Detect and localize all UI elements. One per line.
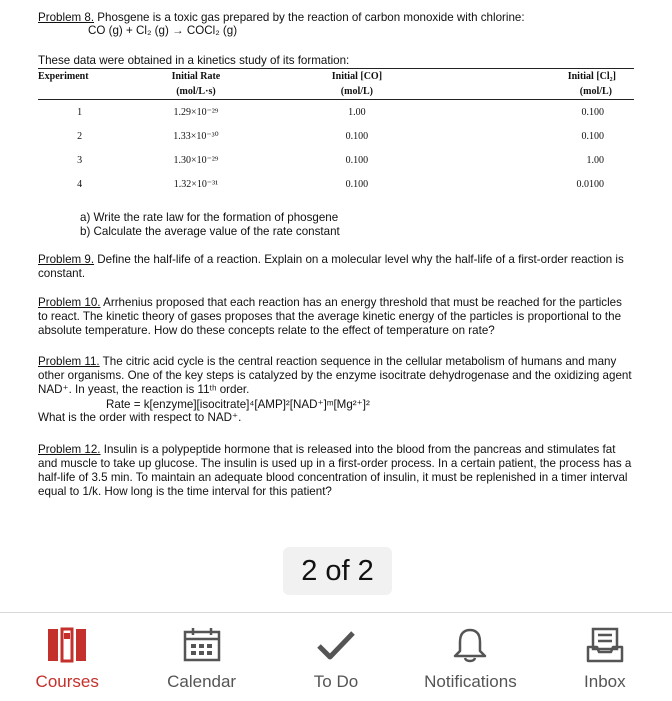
bell-icon: [450, 627, 490, 663]
cell-co: 0.100: [345, 154, 369, 166]
cell-rate: 1.30×10⁻²⁹: [173, 154, 219, 166]
problem-11-text: The citric acid cycle is the central reaction sequence in the cellular metabolism of humans and many other organisms. One of the key steps is catalyzed by the enzyme isocitrate dehydrogenase and the oxidizing agent NAD⁺. In yeast, the reaction is 11ᵗʰ order.: [38, 355, 632, 396]
table-row: [38, 172, 634, 196]
problem-9-label: Problem 9.: [38, 253, 95, 266]
tab-todo-label: To Do: [313, 672, 359, 691]
table-row: [38, 100, 634, 125]
data-intro: These data were obtained in a kinetics study of its formation:: [38, 54, 350, 67]
bottom-tab-bar: [0, 612, 672, 701]
checkmark-icon: [314, 627, 358, 663]
problem-11: [38, 355, 634, 397]
problem-9: [38, 253, 634, 281]
unit-cl2: (mol/L): [443, 83, 634, 100]
cell-rate: 1.32×10⁻³¹: [173, 178, 219, 190]
cell-co: 0.100: [345, 178, 369, 190]
calendar-icon: [182, 627, 222, 663]
rate-equation: Rate = k[enzyme][isocitrate]⁴[AMP]²[NAD⁺]ᵐ[Mg²⁺]²: [106, 398, 370, 411]
cell-rate: 1.33×10⁻³⁰: [173, 130, 219, 142]
problem-11-question: What is the order with respect to NAD⁺.: [38, 411, 242, 424]
cell-experiment: 1: [77, 106, 83, 118]
tab-courses-label: Courses: [35, 672, 99, 691]
tab-calendar[interactable]: [134, 613, 268, 701]
tab-todo[interactable]: [269, 613, 403, 701]
table-row: [38, 124, 634, 148]
tab-calendar-label: Calendar: [167, 672, 237, 691]
problem-12-text: Insulin is a polypeptide hormone that is released into the blood from the pancreas and stimulates fat and muscle to take up glucose. The insulin is used up in a first-order process. In a certain patient, the process has a half-life of 3.5 min. To maintain an adequate blood concentration of insulin, it must be replenished in a timer interval equal to 1/k. How long is the time interval for this patient?: [38, 443, 632, 498]
tab-inbox[interactable]: [538, 613, 672, 701]
header-initial-rate: Initial Rate: [121, 69, 270, 84]
cell-co: 0.100: [345, 130, 369, 142]
problem-12-label: Problem 12.: [38, 443, 101, 456]
courses-icon: [45, 627, 89, 663]
unit-rate: (mol/L·s): [121, 83, 270, 100]
unit-co: (mol/L): [271, 83, 443, 100]
problem-8-intro: [38, 11, 634, 25]
cell-experiment: 3: [77, 154, 83, 166]
header-initial-cl2: Initial [Cl₂]: [443, 69, 634, 84]
table-row: [38, 148, 634, 172]
problem-10: [38, 296, 634, 338]
problem-10-label: Problem 10.: [38, 296, 101, 309]
problem-10-text: Arrhenius proposed that each reaction has an energy threshold that must be reached for the particles to react. The kinetic theory of gases proposes that the average kinetic energy of the particles is proportional to the absolute temperature. How do these concepts relate to the effect of temperature on rate?: [38, 296, 622, 337]
cell-rate: 1.29×10⁻²⁹: [173, 106, 219, 118]
problem-8-label: Problem 8.: [38, 11, 95, 24]
cell-cl2: 0.100: [581, 130, 604, 142]
question-a: a) Write the rate law for the formation of phosgene: [80, 211, 339, 224]
question-b: b) Calculate the average value of the rate constant: [80, 225, 340, 238]
header-initial-co: Initial [CO]: [271, 69, 443, 84]
cell-experiment: 2: [77, 130, 83, 142]
tab-notifications-label: Notifications: [424, 672, 517, 691]
unit-experiment: [38, 83, 121, 100]
problem-12: [38, 443, 634, 499]
cell-experiment: 4: [77, 178, 83, 190]
cell-cl2: 0.100: [581, 106, 604, 118]
inbox-icon: [585, 627, 625, 663]
cell-cl2: 1.00: [586, 154, 604, 166]
phosgene-equation: CO (g) + Cl₂ (g) → COCl₂ (g): [88, 24, 238, 37]
header-experiment: Experiment: [38, 69, 121, 84]
tab-notifications[interactable]: [403, 613, 537, 701]
kinetics-table: [38, 68, 634, 196]
problem-8-text: Phosgene is a toxic gas prepared by the reaction of carbon monoxide with chlorine:: [94, 11, 525, 24]
cell-cl2: 0.0100: [576, 178, 604, 190]
cell-co: 1.00: [348, 106, 366, 118]
tab-courses[interactable]: [0, 613, 134, 701]
page-indicator: 2 of 2: [283, 547, 392, 595]
problem-9-text: Define the half-life of a reaction. Explain on a molecular level why the half-life of a first-order reaction is constant.: [38, 253, 624, 280]
tab-inbox-label: Inbox: [584, 672, 626, 691]
problem-11-label: Problem 11.: [38, 355, 100, 368]
